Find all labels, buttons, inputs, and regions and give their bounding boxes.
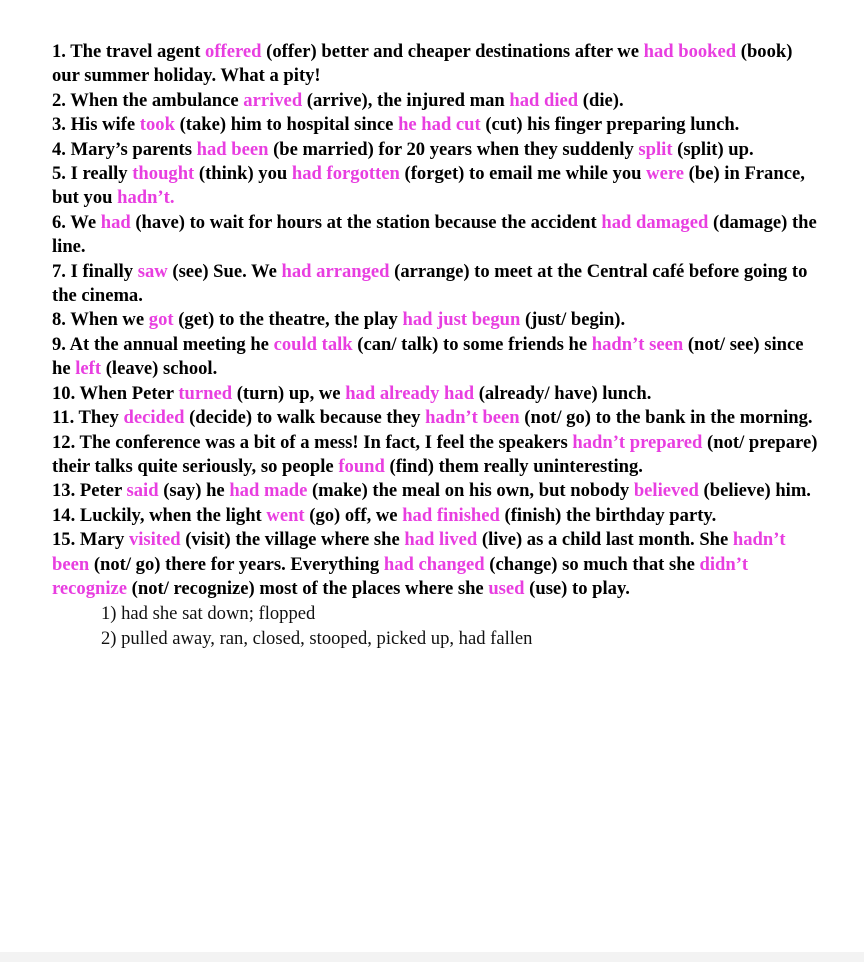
answer-verb: split [638, 138, 673, 160]
answer-verb: hadn’t seen [591, 333, 684, 355]
answer-verb: believed [633, 480, 699, 502]
answer-verb: took [139, 114, 175, 136]
exercise-text: 4. Mary’s parents [52, 138, 197, 160]
exercise-text: (cut) his finger preparing lunch. [480, 114, 740, 136]
answer-line-2: 2) pulled away, ran, closed, stooped, picked up, had fallen [101, 627, 533, 649]
exercise-text: (can/ talk) to some friends he [352, 333, 592, 355]
exercise-item-13 [52, 479, 822, 503]
answer-verb: offered [205, 41, 262, 62]
exercise-text: (die). [578, 89, 624, 111]
answer-verb: had made [229, 480, 308, 502]
exercise-text: (just/ begin). [520, 309, 626, 331]
exercise-text: (live) as a child last month. She [477, 529, 733, 551]
exercise-text: 9. At the annual meeting he [52, 333, 274, 355]
exercise-item-9 [52, 333, 822, 382]
answer-verb: visited [128, 529, 181, 551]
exercise-item-11 [52, 406, 822, 430]
exercise-text: 7. I finally [52, 260, 138, 282]
answer-verb: had changed [383, 553, 485, 575]
exercise-text: 10. When Peter [52, 382, 179, 404]
answer-verb: had damaged [601, 211, 709, 233]
exercise-item-3 [52, 113, 822, 137]
exercise-text: 2. When the ambulance [52, 89, 244, 111]
answer-verb: had just begun [402, 309, 521, 331]
answer-verb: had forgotten [291, 163, 400, 185]
exercise-text: (get) to the theatre, the play [173, 309, 403, 331]
answer-verb: were [646, 163, 685, 185]
exercise-text: (not/ prepare) their talks quite seriously, so people [52, 431, 818, 477]
answer-verb: turned [178, 382, 233, 404]
exercise-text: (go) off, we [304, 504, 403, 526]
exercise-text: (find) them really uninteresting. [384, 455, 643, 477]
answer-verb: had lived [404, 529, 478, 551]
exercise-text: (believe) him. [698, 480, 811, 502]
exercise-text: (say) he [158, 480, 230, 502]
answer-verb: went [266, 504, 305, 526]
answer-verb: hadn’t prepared [572, 431, 703, 453]
exercise-text: (see) Sue. We [167, 260, 282, 282]
exercise-text: 8. When we [52, 309, 149, 331]
exercise-text: (decide) to walk because they [184, 407, 426, 429]
exercise-item-7 [52, 260, 822, 309]
exercise-text: (make) the meal on his own, but nobody [307, 480, 634, 502]
exercise-item-1 [52, 40, 822, 89]
answer-verb: could talk [273, 333, 353, 355]
exercise-text: (damage) the line. [52, 211, 817, 258]
exercise-text: (leave) school. [101, 358, 218, 380]
exercise-item-15 [52, 528, 822, 601]
exercise-text: 15. Mary [52, 529, 129, 551]
answer-verb: left [75, 358, 102, 380]
answer-verb: hadn’t been [52, 529, 786, 575]
answer-line-1: 1) had she sat down; flopped [101, 603, 316, 625]
exercise-text: (be) in France, but you [52, 163, 805, 209]
exercise-text: (not/ go) to the bank in the morning. [519, 407, 813, 429]
exercise-text: 6. We [52, 211, 101, 233]
exercise-text: (already/ have) lunch. [474, 382, 652, 404]
exercise-text: (have) to wait for hours at the station because the accident [130, 211, 602, 233]
exercise-text: (book) our summer holiday. What a pity! [52, 41, 793, 87]
answer-verb: didn’t recognize [52, 553, 749, 599]
exercise-text: 11. They [52, 407, 124, 429]
document-page [52, 40, 822, 651]
answer-verb: hadn’t. [117, 187, 175, 209]
exercise-text: (visit) the village where she [180, 529, 405, 551]
exercise-text: (offer) better and cheaper destinations after we [261, 41, 644, 62]
answer-verb: had died [509, 89, 579, 111]
answer-verb: had already had [345, 382, 475, 404]
exercise-text: (split) up. [672, 138, 754, 160]
exercise-item-2 [52, 89, 822, 113]
exercise-text: (think) you [194, 163, 292, 185]
exercise-text: 1. The travel agent [52, 41, 206, 62]
exercise-text: (not/ see) since he [52, 333, 804, 380]
exercise-item-6 [52, 211, 822, 260]
exercise-text: (not/ recognize) most of the places where she [127, 577, 489, 599]
exercise-text: (take) him to hospital since [174, 114, 399, 136]
answer-verb: had booked [643, 41, 737, 62]
exercise-item-5 [52, 162, 822, 211]
page-bottom-edge [0, 952, 864, 962]
answer-verb: hadn’t been [425, 407, 520, 429]
exercise-item-10 [52, 382, 822, 406]
exercise-text: 13. Peter [52, 480, 127, 502]
answer-verb: had finished [402, 504, 500, 526]
answer-verb: decided [123, 407, 185, 429]
answer-verb: thought [132, 163, 195, 185]
answer-verb: saw [137, 260, 168, 282]
exercise-text: 5. I really [52, 163, 133, 185]
exercise-text: (use) to play. [524, 577, 630, 599]
answer-verb: had been [196, 138, 269, 160]
exercise-text: (not/ go) there for years. Everything [89, 553, 384, 575]
exercise-text: (forget) to email me while you [399, 163, 647, 185]
exercise-text: (arrange) to meet at the Central café before going to the cinema. [52, 260, 808, 307]
answer-verb: used [488, 577, 525, 599]
answer-verb: found [338, 455, 385, 477]
exercise-text: (arrive), the injured man [302, 89, 510, 111]
exercise-text: (change) so much that she [484, 553, 700, 575]
exercise-text: (finish) the birthday party. [499, 504, 717, 526]
exercise-item-4 [52, 138, 822, 162]
answer-verb: said [126, 480, 159, 502]
exercise-text: (turn) up, we [232, 382, 346, 404]
answer-verb: had [100, 211, 131, 233]
exercise-text: (be married) for 20 years when they suddenly [268, 138, 639, 160]
exercise-item-14 [52, 504, 822, 528]
answer-verb: had arranged [281, 260, 390, 282]
answer-key [52, 602, 822, 651]
exercise-list [52, 40, 822, 601]
answer-verb: he had cut [398, 114, 481, 136]
exercise-text: 3. His wife [52, 114, 140, 136]
exercise-item-8 [52, 308, 822, 332]
exercise-text: 14. Luckily, when the light [52, 504, 267, 526]
exercise-item-12 [52, 431, 822, 480]
exercise-text: 12. The conference was a bit of a mess! In fact, I feel the speakers [52, 431, 573, 453]
answer-verb: arrived [243, 89, 303, 111]
answer-verb: got [148, 309, 174, 331]
